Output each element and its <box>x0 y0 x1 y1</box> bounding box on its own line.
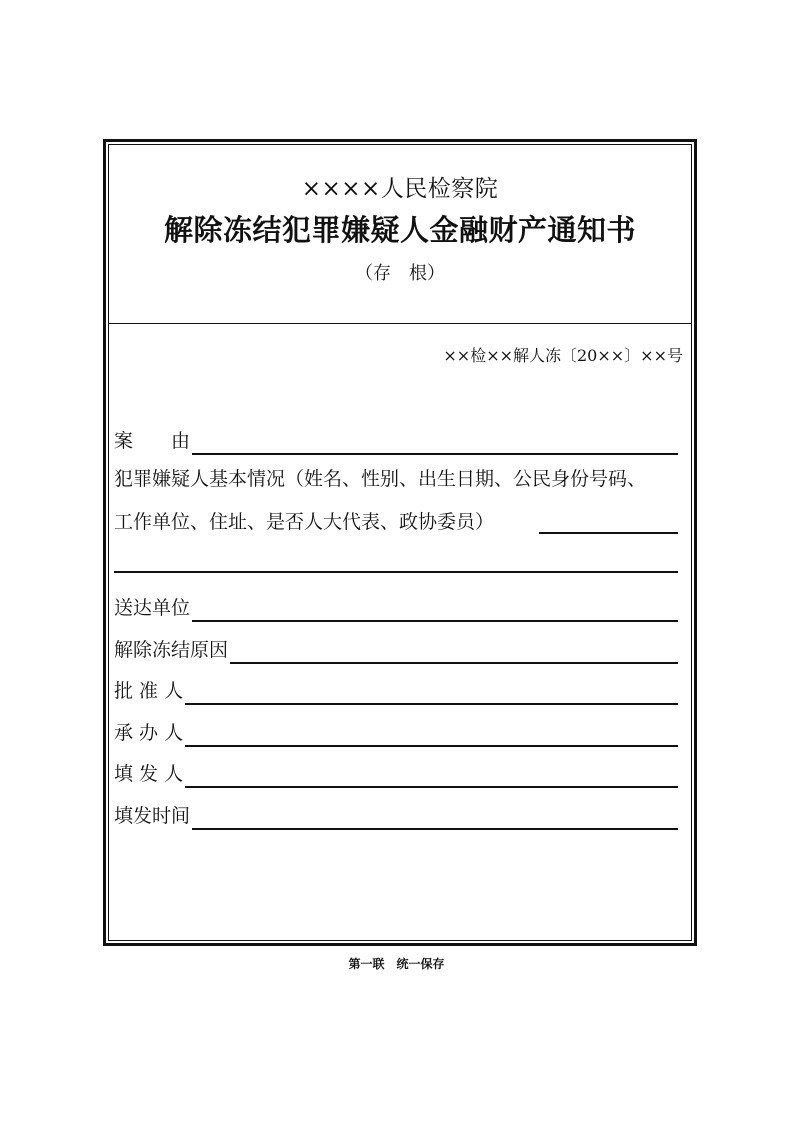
document-number: ××检××解人冻〔20××〕××号 <box>443 346 683 365</box>
delivery-unit-row <box>114 590 678 622</box>
issue-time-row <box>114 798 678 830</box>
handler-label: 承 办 人 <box>114 722 184 744</box>
issue-time-field[interactable] <box>192 806 678 830</box>
case-reason-row <box>114 423 678 455</box>
issuer-row <box>114 756 678 788</box>
release-reason-row <box>114 632 678 664</box>
header-divider <box>108 323 692 324</box>
document-subtitle: （存 根） <box>355 263 445 284</box>
approver-label: 批 准 人 <box>114 680 184 702</box>
handler-field[interactable] <box>185 723 678 747</box>
release-reason-field[interactable] <box>230 640 678 664</box>
issuer-field[interactable] <box>185 764 678 788</box>
delivery-unit-label: 送达单位 <box>114 597 191 619</box>
approver-row <box>114 673 678 705</box>
suspect-info-field[interactable] <box>539 510 678 534</box>
issue-time-label: 填发时间 <box>114 805 191 827</box>
suspect-info-label-line2: 工作单位、住址、是否人大代表、政协委员） <box>114 511 495 533</box>
delivery-unit-field[interactable] <box>192 598 678 622</box>
issuing-organization: ××××人民检察院 <box>301 176 499 202</box>
issuer-label: 填 发 人 <box>114 763 184 785</box>
suspect-info-label-line1: 犯罪嫌疑人基本情况（姓名、性别、出生日期、公民身份号码、 <box>114 468 647 490</box>
approver-field[interactable] <box>185 681 678 705</box>
document-title: 解除冻结犯罪嫌疑人金融财产通知书 <box>163 213 636 247</box>
copy-note: 第一联 统一保存 <box>348 957 445 971</box>
release-reason-label: 解除冻结原因 <box>114 639 229 661</box>
suspect-info-row <box>114 509 678 534</box>
case-reason-field[interactable] <box>192 431 678 455</box>
handler-row <box>114 715 678 747</box>
suspect-info-continuation-line[interactable] <box>114 571 678 573</box>
case-reason-label: 案 由 <box>114 430 191 452</box>
